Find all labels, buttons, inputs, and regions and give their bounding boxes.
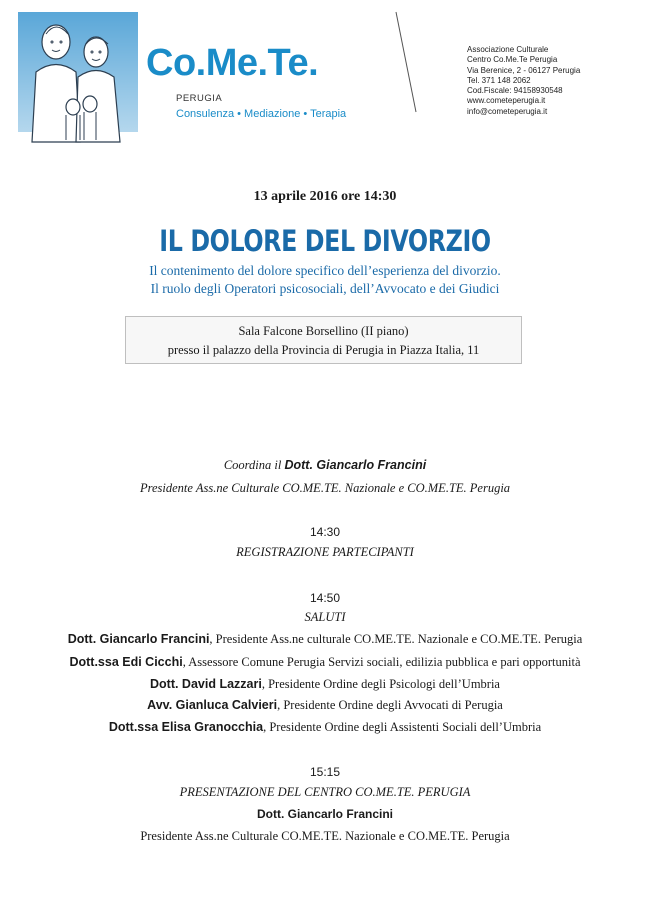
brand-name: Co.Me.Te. — [146, 42, 319, 84]
speaker-role: , Presidente Ordine degli Avvocati di Perugia — [277, 698, 503, 712]
contact-association: Associazione Culturale — [467, 45, 549, 54]
event-subtitle — [0, 262, 650, 298]
speaker-4 — [0, 698, 650, 713]
comete-logo-illustration — [18, 12, 158, 152]
item-greetings: SALUTI — [304, 610, 346, 624]
presenter-role: Presidente Ass.ne Culturale CO.ME.TE. Nazionale e CO.ME.TE. Perugia — [140, 829, 510, 843]
coordinator-role: Presidente Ass.ne Culturale CO.ME.TE. Nazionale e CO.ME.TE. Perugia — [139, 481, 511, 495]
speaker-name: Dott. David Lazzari — [150, 677, 262, 691]
speaker-1 — [0, 632, 650, 647]
speaker-name: Dott. Giancarlo Francini — [67, 632, 210, 646]
contact-tax-code: Cod.Fiscale: 94158930548 — [467, 86, 563, 96]
contact-phone: Tel. 371 148 2062 — [467, 75, 531, 85]
subtitle-line-2: Il ruolo degli Operatori psicosociali, dell’Avvocato e dei Giudici — [150, 281, 500, 296]
speaker-5 — [0, 720, 650, 735]
venue-room: Sala Falcone Borsellino (II piano) — [238, 324, 409, 338]
time-3: 15:15 — [309, 765, 341, 779]
speaker-role: , Presidente Ordine degli Psicologi dell’Umbria — [261, 677, 500, 691]
speaker-2 — [0, 655, 650, 670]
presenter-name: Dott. Giancarlo Francini — [256, 807, 394, 821]
speaker-role: , Presidente Ordine degli Assistenti Sociali dell’Umbria — [263, 720, 542, 734]
item-presentation: PRESENTAZIONE DEL CENTRO CO.ME.TE. PERUGIA — [179, 785, 471, 799]
speaker-3 — [0, 677, 650, 692]
event-date: 13 aprile 2016 ore 14:30 — [253, 189, 397, 204]
brand-tagline: Consulenza • Mediazione • Terapia — [176, 108, 347, 120]
brand-city: PERUGIA — [176, 93, 223, 104]
contact-address: Via Berenice, 2 - 06127 Perugia — [467, 65, 581, 75]
event-title: IL DOLORE DEL DIVORZIO — [159, 224, 491, 258]
venue-box — [125, 316, 522, 364]
time-2: 14:50 — [309, 591, 341, 605]
speaker-name: Avv. Gianluca Calvieri — [147, 698, 278, 712]
contact-email[interactable]: info@cometeperugia.it — [467, 106, 548, 116]
coordinator-prefix: Coordina il — [223, 458, 285, 472]
item-registration: REGISTRAZIONE PARTECIPANTI — [236, 545, 414, 559]
contact-website[interactable]: www.cometeperugia.it — [467, 96, 546, 106]
speaker-role: , Presidente Ass.ne culturale CO.ME.TE. Nazionale e CO.ME.TE. Perugia — [209, 632, 583, 646]
coordinator-name: Dott. Giancarlo Francini — [284, 458, 427, 472]
header-divider — [390, 10, 420, 115]
contact-center: Centro Co.Me.Te Perugia — [467, 55, 558, 65]
contact-block — [467, 45, 580, 117]
speaker-name: Dott.ssa Elisa Granocchia — [108, 720, 264, 734]
venue-address: presso il palazzo della Provincia di Perugia in Piazza Italia, 11 — [167, 343, 480, 357]
time-1: 14:30 — [309, 525, 341, 539]
speaker-name: Dott.ssa Edi Cicchi — [69, 655, 183, 669]
speaker-role: , Assessore Comune Perugia Servizi sociali, edilizia pubblica e pari opportunità — [182, 655, 581, 669]
coordinator-line — [0, 458, 650, 473]
subtitle-line-1: Il contenimento del dolore specifico dell’esperienza del divorzio. — [149, 263, 501, 278]
